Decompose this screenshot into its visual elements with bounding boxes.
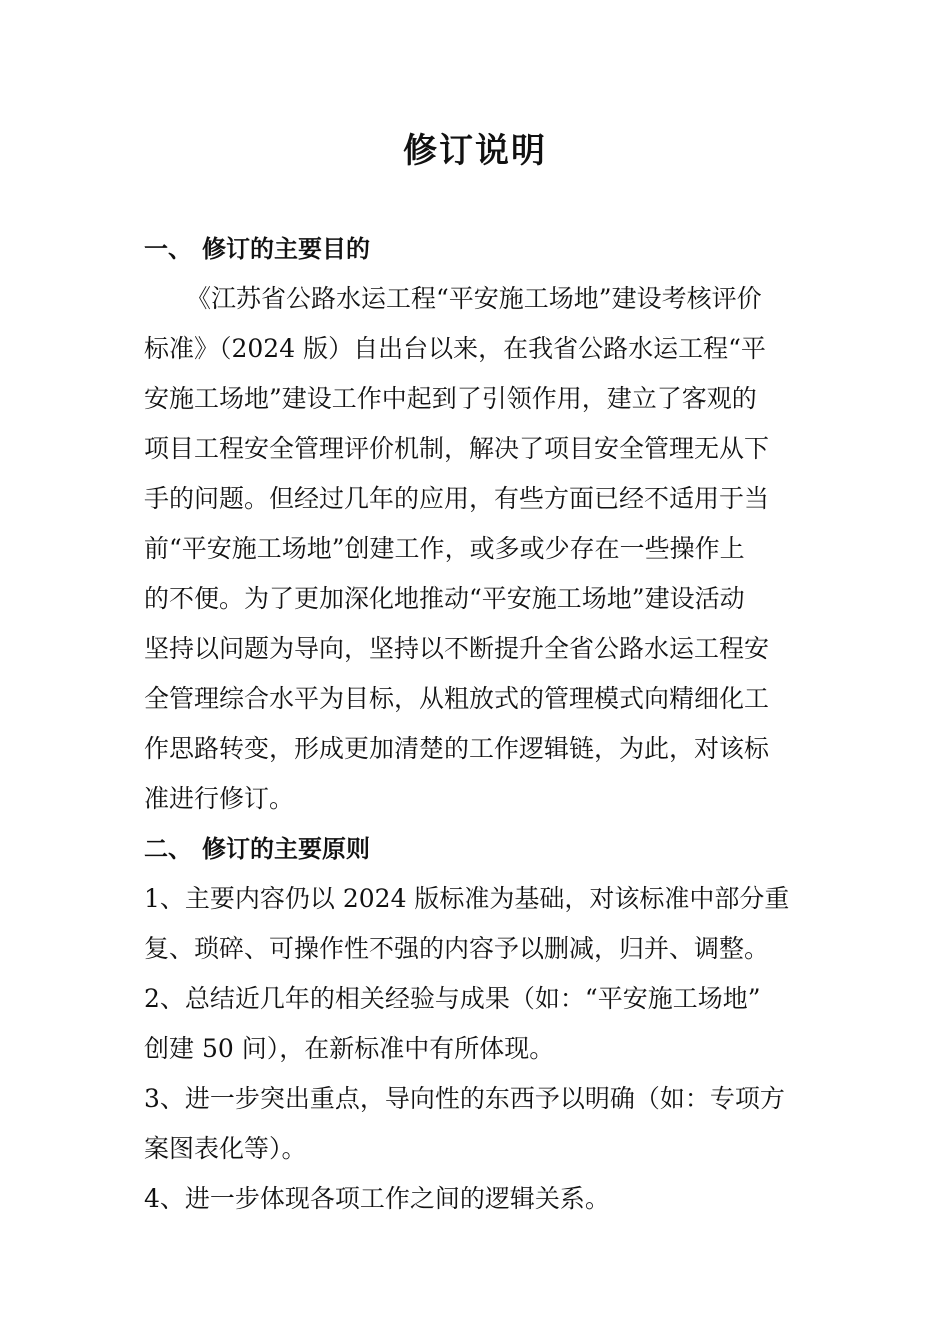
paragraph-line: 手的问题。但经过几年的应用，有些方面已经不适用于当 [144, 484, 770, 513]
document-body [144, 224, 814, 1224]
paragraph-line: 的不便。为了更加深化地推动“平安施工场地”建设活动 [144, 584, 745, 613]
paragraph-line: 准进行修订。 [144, 784, 295, 813]
list-item-line: 2、总结近几年的相关经验与成果（如：“平安施工场地” [144, 984, 761, 1013]
section-heading-1 [144, 224, 814, 274]
list-item-line: 1、主要内容仍以 2024 版标准为基础，对该标准中部分重 [144, 884, 790, 913]
list-item-line: 3、进一步突出重点，导向性的东西予以明确（如：专项方 [144, 1084, 785, 1113]
paragraph-line: 全管理综合水平为目标，从粗放式的管理模式向精细化工 [144, 684, 770, 713]
section-heading-2 [144, 824, 814, 874]
paragraph-line: 安施工场地”建设工作中起到了引领作用，建立了客观的 [144, 384, 757, 413]
section-number: 一、 [144, 235, 192, 263]
paragraph-line: 前“平安施工场地”创建工作，或多或少存在一些操作上 [144, 534, 745, 563]
section-title: 修订的主要目的 [202, 235, 370, 263]
list-item-line: 复、琐碎、可操作性不强的内容予以删减，归并、调整。 [144, 934, 770, 963]
document-title: 修订说明 [403, 131, 547, 171]
list-item-line: 案图表化等）。 [144, 1134, 307, 1163]
paragraph-line: 标准》（2024 版）自出台以来，在我省公路水运工程“平 [144, 334, 766, 363]
paragraph-line: 《江苏省公路水运工程“平安施工场地”建设考核评价 [186, 284, 762, 313]
paragraph-line: 项目工程安全管理评价机制，解决了项目安全管理无从下 [144, 434, 770, 463]
paragraph-line: 作思路转变，形成更加清楚的工作逻辑链，为此，对该标 [144, 734, 770, 763]
paragraph-line: 坚持以问题为导向，坚持以不断提升全省公路水运工程安 [144, 634, 770, 663]
list-item-line: 4、进一步体现各项工作之间的逻辑关系。 [144, 1184, 610, 1213]
section-title: 修订的主要原则 [202, 835, 370, 863]
section-number: 二、 [144, 835, 192, 863]
list-item-line: 创建 50 问），在新标准中有所体现。 [144, 1034, 555, 1063]
